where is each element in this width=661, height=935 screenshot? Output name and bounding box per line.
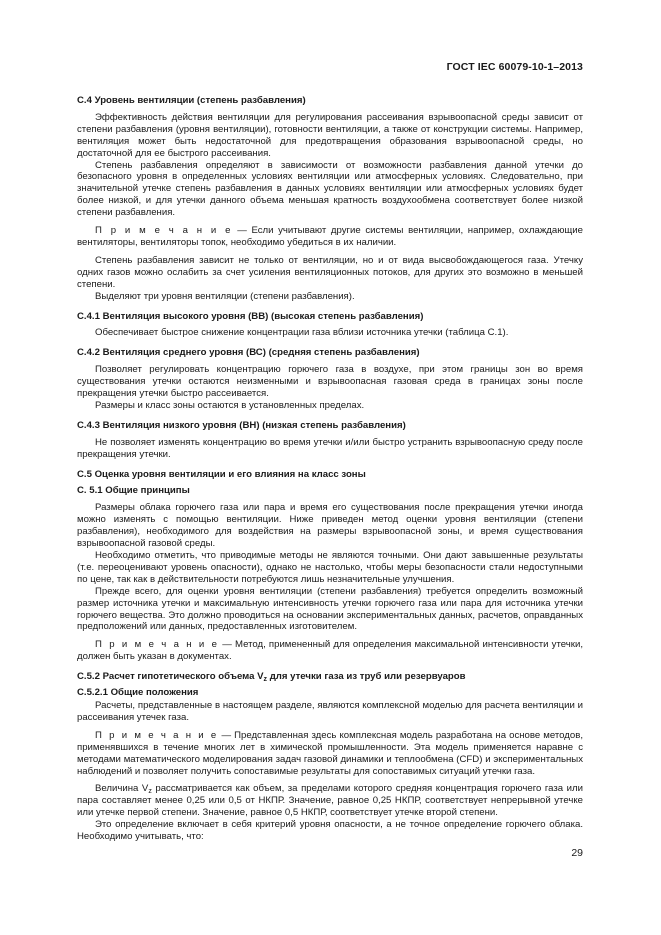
document-body <box>77 95 583 843</box>
subscript: z <box>263 676 268 684</box>
paragraph: Выделяют три уровня вентиляции (степени разбавления). <box>95 290 355 302</box>
paragraph: Эффективность действия вентиляции для регулирования рассеивания взрывоопасной среды зависит от степени разбавления (уровня вентиляции), готовности вентиляции, а также от конструкции системы. Например, вентиляция может быть недостаточной для предотвращения образования взрывоопасной среды, но достаточной для ее быстрого рассеивания. <box>77 111 583 159</box>
note-label: П р и м е ч а н и е <box>95 225 233 237</box>
subscript: z <box>148 788 152 796</box>
paragraph-text: Величина V <box>95 783 149 795</box>
paragraph: Позволяет регулировать концентрацию горючего газа в воздухе, при этом границы зон во время существования утечки остаются неизменными и взрывоопасная газовая среда в границах зоны после прекращения утечки быстро рассеивается. <box>77 364 583 400</box>
section-heading: С.5.2.1 Общие положения <box>77 687 199 699</box>
document-standard-header: ГОСТ IEC 60079-10-1–2013 <box>446 61 583 73</box>
section-heading: С.4.3 Вентиляция низкого уровня (ВН) (низкая степень разбавления) <box>77 419 406 431</box>
section-heading: С.5 Оценка уровня вентиляции и его влияния на класс зоны <box>77 468 366 480</box>
paragraph: Это определение включает в себя критерий уровня опасности, а не точное определение горючего облака. Необходимо учитывать, что: <box>77 819 583 843</box>
note-text: — Если учитывают другие системы вентиляции, например, охлаждающие вентиляторы, вентиляторы топок, необходимо убедиться в их наличии. <box>77 225 583 248</box>
section-heading: С.4 Уровень вентиляции (степень разбавления) <box>77 95 306 106</box>
paragraph: Степень разбавления зависит не только от вентиляции, но и от вида высвобождающегося газа. Утечку одних газов можно ослабить за счет усиления вентиляционных потоков, для других это возможно в меньшей степени. <box>77 254 583 290</box>
paragraph: Необходимо отметить, что приводимые методы не являются точными. Они дают завышенные результаты (т.е. переоценивают уровень опасности), однако не настолько, чтобы меры безопасности стали недоступными по цене, так как в действительности потребуются лишь незначительные улучшения. <box>77 550 583 585</box>
paragraph-text: рассматривается как объем, за пределами которого средняя концентрация горючего газа или пара составляет менее 0,25 или 0,5 от НКПР. Значение, равное 0,25 НКПР, соответствует непрерывной утечке или утечке первой степени. Значение, равное 0,5 НКПР, соответствует утечке второй степени. <box>77 783 583 819</box>
note-label: П р и м е ч а н и е <box>95 729 219 741</box>
note-paragraph <box>77 225 583 249</box>
paragraph: Прежде всего, для оценки уровня вентиляции (степени разбавления) требуется определить возможный размер источника утечки и максимальную интенсивность утечки горючего газа или пара для источника утечки горючего вещества. Это должно проводиться на основании экспериментальных данных, расчетов, оправданных предположений или данных, предоставленных изготовителем. <box>77 585 583 633</box>
section-heading <box>77 671 583 683</box>
paragraph: Степень разбавления определяют в зависимости от возможности разбавления данной утечки до безопасного уровня в определенных условиях вентиляции или атмосферных условиях. Следовательно, при значительной утечке степень разбавления в данных условиях вентиляции или атмосферных условиях будет более низкой, и для утечки данного объема меньшая кратность воздухообмена соответствует более низкой степени разбавления. <box>77 159 583 219</box>
paragraph: Не позволяет изменять концентрацию во время утечки и/или быстро устранить взрывоопасную среду после прекращения утечки. <box>77 436 583 460</box>
note-label: П р и м е ч а н и е <box>95 639 220 651</box>
note-text: — Представленная здесь комплексная модель разработана на основе методов, применявшихся в течение многих лет в химической промышленности. Эта модель применяется наравне с методами математического моделирования задач газовой динамики и теплообмена (CFD) и экспериментальных наблюдений и позволяет получить сопоставимые результаты для сопоставимых ситуаций утечки газа. <box>77 729 583 777</box>
section-heading: С.4.1 Вентиляция высокого уровня (ВВ) (высокая степень разбавления) <box>77 310 424 322</box>
section-heading: С. 5.1 Общие принципы <box>77 485 190 497</box>
heading-text: С.5.2 Расчет гипотетического объема V <box>77 671 264 683</box>
page-number: 29 <box>571 847 583 859</box>
section-heading: С.4.2 Вентиляция среднего уровня (ВС) (средняя степень разбавления) <box>77 347 420 359</box>
paragraph: Размеры облака горючего газа или пара и время его существования после прекращения утечки иногда можно изменять с помощью вентиляции. Ниже приведен метод оценки уровня вентиляции (степени разбавления), необходимого для воздействия на размеры взрывоопасной зоны, и время существования взрывоопасной газовой среды. <box>77 502 583 550</box>
note-paragraph <box>77 639 583 663</box>
paragraph: Обеспечивает быстрое снижение концентрации газа вблизи источника утечки (таблица С.1). <box>95 327 509 339</box>
paragraph: Размеры и класс зоны остаются в установленных пределах. <box>95 399 365 411</box>
heading-text: для утечки газа из труб или резервуаров <box>267 671 466 683</box>
note-paragraph <box>77 730 583 778</box>
paragraph <box>77 783 583 819</box>
note-text: — Метод, примененный для определения максимальной интенсивности утечки, должен быть указан в документах. <box>77 639 583 663</box>
paragraph: Расчеты, представленные в настоящем разделе, являются комплексной моделью для расчета вентиляции и рассеивания утечек газа. <box>77 699 583 723</box>
